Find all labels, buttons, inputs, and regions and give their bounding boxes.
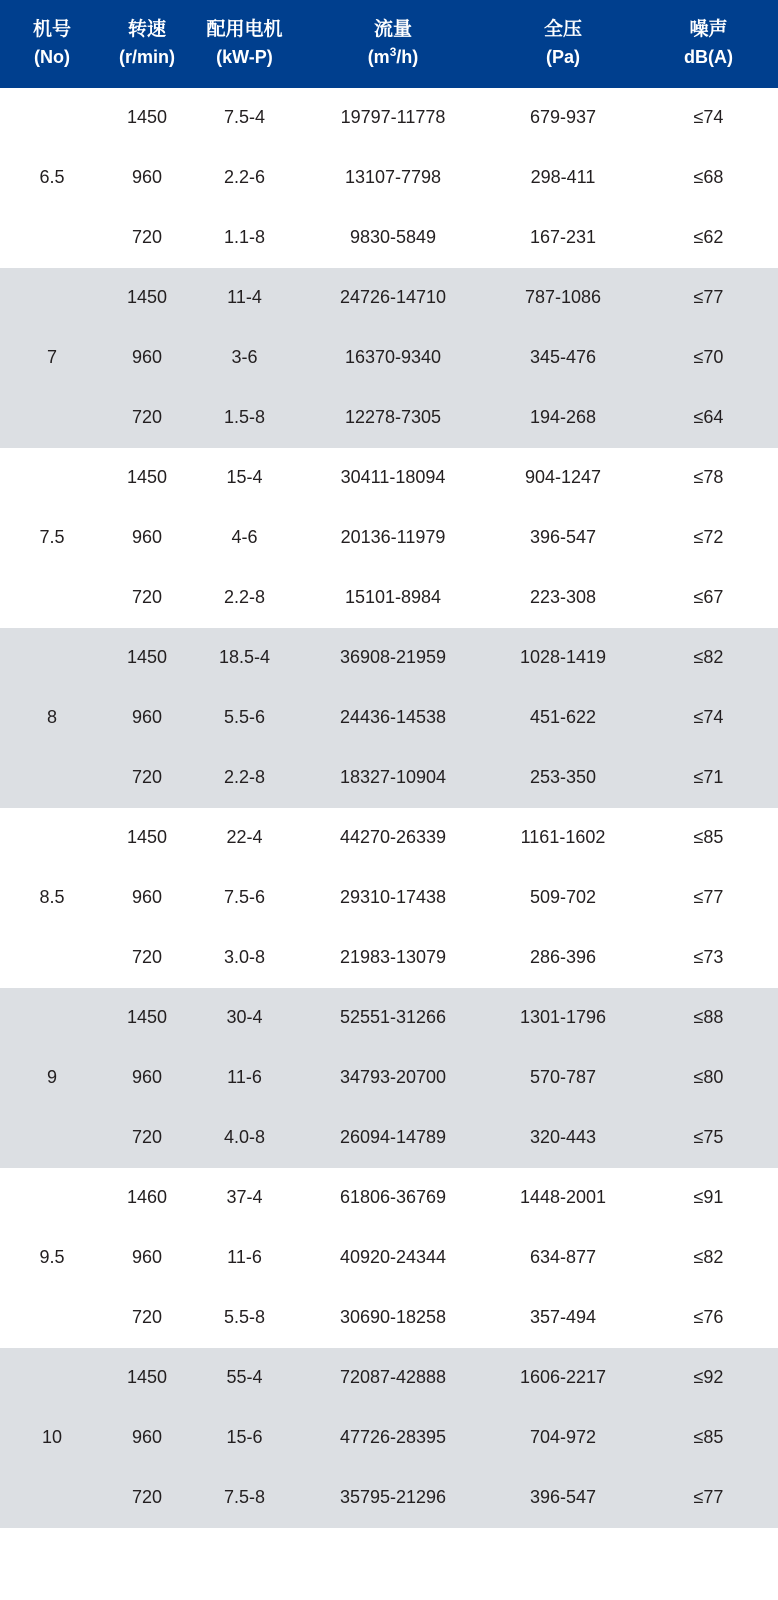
header-title-speed: 转速 [127,19,166,40]
cell-pressure: 223-308 [487,568,639,628]
cell-pressure: 253-350 [487,748,639,808]
cell-flow: 21983-13079 [299,928,487,988]
cell-flow: 26094-14789 [299,1108,487,1168]
cell-motor: 11-6 [190,1228,299,1288]
cell-speed: 960 [104,1408,190,1468]
table-row [0,328,778,388]
cell-pressure: 194-268 [487,388,639,448]
table-row [0,508,778,568]
cell-flow: 36908-21959 [299,628,487,688]
table-row [0,568,778,628]
cell-motor: 7.5-6 [190,868,299,928]
cell-motor: 1.1-8 [190,208,299,268]
header-unit-noise: dB(A) [684,46,733,67]
cell-flow: 15101-8984 [299,568,487,628]
cell-noise: ≤80 [639,1048,778,1108]
cell-noise: ≤77 [639,268,778,328]
table-row [0,1288,778,1348]
cell-model-no: 8.5 [0,808,104,988]
table-row [0,1048,778,1108]
cell-flow: 72087-42888 [299,1348,487,1408]
cell-model-no: 10 [0,1348,104,1528]
cell-noise: ≤85 [639,1408,778,1468]
table-row [0,868,778,928]
cell-motor: 30-4 [190,988,299,1048]
cell-speed: 1450 [104,808,190,868]
cell-noise: ≤82 [639,1228,778,1288]
cell-noise: ≤76 [639,1288,778,1348]
table-row [0,1408,778,1468]
cell-model-no: 8 [0,628,104,808]
cell-motor: 7.5-8 [190,1468,299,1528]
table-row [0,88,778,148]
table-row [0,208,778,268]
cell-pressure: 679-937 [487,88,639,148]
cell-pressure: 167-231 [487,208,639,268]
table-row [0,1228,778,1288]
cell-noise: ≤64 [639,388,778,448]
cell-motor: 11-6 [190,1048,299,1108]
cell-speed: 720 [104,1468,190,1528]
cell-noise: ≤73 [639,928,778,988]
header-title-motor: 配用电机 [206,19,283,40]
cell-flow: 24726-14710 [299,268,487,328]
cell-speed: 720 [104,208,190,268]
cell-flow: 16370-9340 [299,328,487,388]
table-row [0,148,778,208]
cell-motor: 18.5-4 [190,628,299,688]
cell-motor: 37-4 [190,1168,299,1228]
table-row [0,1168,778,1228]
cell-pressure: 704-972 [487,1408,639,1468]
cell-pressure: 634-877 [487,1228,639,1288]
cell-pressure: 904-1247 [487,448,639,508]
table-row [0,628,778,688]
cell-motor: 4-6 [190,508,299,568]
cell-flow: 30411-18094 [299,448,487,508]
cell-speed: 960 [104,868,190,928]
table-row [0,448,778,508]
cell-flow: 30690-18258 [299,1288,487,1348]
cell-speed: 1460 [104,1168,190,1228]
cell-flow: 61806-36769 [299,1168,487,1228]
cell-noise: ≤67 [639,568,778,628]
table-row [0,988,778,1048]
header-unit-speed: (r/min) [119,46,175,67]
cell-flow: 18327-10904 [299,748,487,808]
cell-pressure: 451-622 [487,688,639,748]
cell-noise: ≤88 [639,988,778,1048]
cell-pressure: 787-1086 [487,268,639,328]
header-title-flow: 流量 [373,19,412,40]
cell-motor: 2.2-6 [190,148,299,208]
cell-flow: 20136-11979 [299,508,487,568]
cell-flow: 12278-7305 [299,388,487,448]
cell-noise: ≤75 [639,1108,778,1168]
cell-speed: 1450 [104,268,190,328]
cell-speed: 960 [104,1048,190,1108]
header-unit-model-no: (No) [34,46,70,67]
cell-flow: 13107-7798 [299,148,487,208]
cell-pressure: 396-547 [487,508,639,568]
table-row [0,928,778,988]
cell-pressure: 357-494 [487,1288,639,1348]
cell-noise: ≤78 [639,448,778,508]
table-header [0,0,778,88]
cell-flow: 35795-21296 [299,1468,487,1528]
cell-pressure: 509-702 [487,868,639,928]
cell-speed: 1450 [104,988,190,1048]
column-header-speed [104,0,190,88]
cell-pressure: 1606-2217 [487,1348,639,1408]
cell-model-no: 9 [0,988,104,1168]
cell-motor: 2.2-8 [190,568,299,628]
cell-noise: ≤77 [639,868,778,928]
header-unit-motor: (kW-P) [216,46,273,67]
cell-speed: 960 [104,1228,190,1288]
table-body [0,88,778,1528]
cell-pressure: 298-411 [487,148,639,208]
cell-pressure: 1161-1602 [487,808,639,868]
cell-pressure: 1448-2001 [487,1168,639,1228]
cell-motor: 55-4 [190,1348,299,1408]
table-row [0,388,778,448]
table-row [0,268,778,328]
header-title-noise: 噪声 [689,19,728,40]
cell-pressure: 396-547 [487,1468,639,1528]
cell-noise: ≤74 [639,88,778,148]
cell-pressure: 1301-1796 [487,988,639,1048]
cell-speed: 1450 [104,88,190,148]
cell-motor: 3.0-8 [190,928,299,988]
cell-motor: 11-4 [190,268,299,328]
cell-noise: ≤71 [639,748,778,808]
cell-flow: 47726-28395 [299,1408,487,1468]
cell-motor: 15-4 [190,448,299,508]
cell-speed: 960 [104,148,190,208]
cell-noise: ≤85 [639,808,778,868]
cell-flow: 40920-24344 [299,1228,487,1288]
cell-flow: 29310-17438 [299,868,487,928]
cell-noise: ≤82 [639,628,778,688]
cell-noise: ≤62 [639,208,778,268]
cell-flow: 9830-5849 [299,208,487,268]
cell-model-no: 7 [0,268,104,448]
cell-speed: 1450 [104,448,190,508]
cell-speed: 720 [104,1108,190,1168]
table-row [0,688,778,748]
column-header-pressure [487,0,639,88]
table-row [0,1108,778,1168]
cell-motor: 1.5-8 [190,388,299,448]
column-header-model-no [0,0,104,88]
table-row [0,808,778,868]
cell-noise: ≤68 [639,148,778,208]
cell-pressure: 320-443 [487,1108,639,1168]
cell-motor: 5.5-6 [190,688,299,748]
cell-noise: ≤91 [639,1168,778,1228]
cell-speed: 1450 [104,1348,190,1408]
table-row [0,1348,778,1408]
cell-speed: 960 [104,328,190,388]
table-row [0,748,778,808]
header-unit-pressure: (Pa) [545,46,580,67]
cell-noise: ≤92 [639,1348,778,1408]
cell-pressure: 1028-1419 [487,628,639,688]
cell-noise: ≤70 [639,328,778,388]
cell-motor: 2.2-8 [190,748,299,808]
cell-motor: 4.0-8 [190,1108,299,1168]
cell-flow: 44270-26339 [299,808,487,868]
cell-noise: ≤77 [639,1468,778,1528]
cell-speed: 720 [104,388,190,448]
cell-model-no: 6.5 [0,88,104,268]
cell-speed: 720 [104,748,190,808]
cell-motor: 22-4 [190,808,299,868]
cell-speed: 720 [104,1288,190,1348]
header-unit-flow: $(m^3/h)$ [367,44,419,67]
cell-motor: 15-6 [190,1408,299,1468]
column-header-noise [639,0,778,88]
table-row [0,1468,778,1528]
column-header-flow [299,0,487,88]
cell-motor: 7.5-4 [190,88,299,148]
cell-flow: 52551-31266 [299,988,487,1048]
cell-speed: 960 [104,508,190,568]
cell-speed: 960 [104,688,190,748]
cell-model-no: 7.5 [0,448,104,628]
header-title-pressure: 全压 [543,19,582,40]
cell-motor: 5.5-8 [190,1288,299,1348]
cell-noise: ≤72 [639,508,778,568]
cell-pressure: 570-787 [487,1048,639,1108]
cell-speed: 720 [104,928,190,988]
cell-flow: 24436-14538 [299,688,487,748]
cell-motor: 3-6 [190,328,299,388]
cell-flow: 34793-20700 [299,1048,487,1108]
header-row [0,0,778,88]
cell-pressure: 286-396 [487,928,639,988]
column-header-motor [190,0,299,88]
cell-noise: ≤74 [639,688,778,748]
cell-speed: 720 [104,568,190,628]
header-title-model-no: 机号 [32,19,71,40]
cell-speed: 1450 [104,628,190,688]
cell-flow: 19797-11778 [299,88,487,148]
cell-pressure: 345-476 [487,328,639,388]
cell-model-no: 9.5 [0,1168,104,1348]
